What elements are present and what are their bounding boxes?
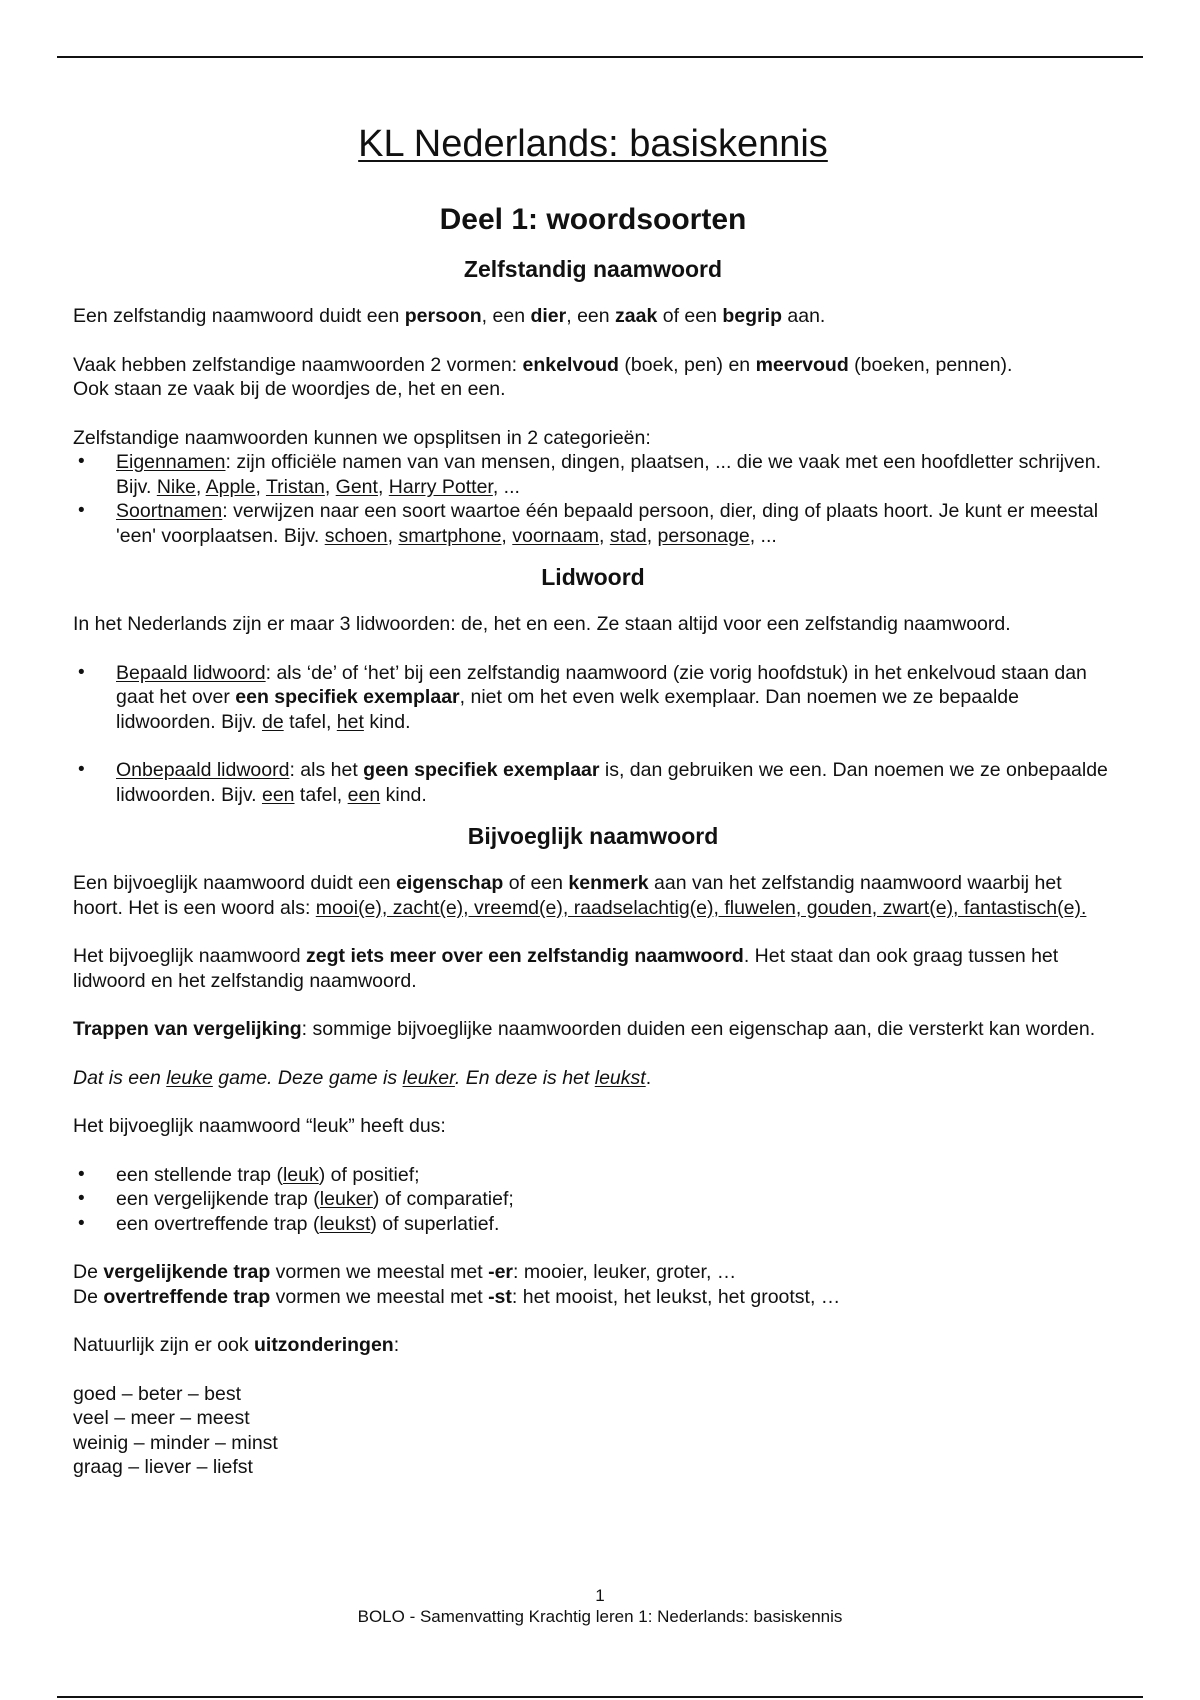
section-heading-lidwoord: Lidwoord (541, 564, 645, 590)
bottom-rule (57, 1696, 1143, 1698)
bullet-list (73, 661, 1113, 808)
paragraph: Trappen van vergelijking: sommige bijvoeglijke naamwoorden duiden een eigenschap aan, die versterkt kan worden. (73, 1018, 1096, 1040)
exception-line: graag – liever – liefst (73, 1456, 253, 1478)
section-heading-bijvoeglijk-naamwoord: Bijvoeglijk naamwoord (467, 823, 719, 849)
list-item: • Eigennamen: zijn officiële namen van van mensen, dingen, plaatsen, ... die we vaak met een hoofdletter schrijven. Bijv. Nike, Apple, Tristan, Gent, Harry Potter, ... (116, 450, 1113, 499)
example-sentence: Dat is een leuke game. Deze game is leuker. En deze is het leukst. (73, 1066, 652, 1089)
exception-line: veel – meer – meest (73, 1407, 250, 1429)
list-item: • een vergelijkende trap (leuker) of comparatief; (116, 1187, 1113, 1212)
page-number: 1 (595, 1586, 605, 1605)
bullet-list (73, 1163, 1113, 1237)
list-item: • een stellende trap (leuk) of positief; (116, 1163, 1113, 1188)
list-item: • Soortnamen: verwijzen naar een soort waartoe één bepaald persoon, dier, ding of plaats hoort. Je kunt er meestal 'een' voorplaatsen. Bijv. schoen, smartphone, voornaam, stad, personage, ... (116, 499, 1113, 548)
list-item: • een overtreffende trap (leukst) of superlatief. (116, 1212, 1113, 1237)
document-body (73, 122, 1113, 1480)
paragraph: Natuurlijk zijn er ook uitzonderingen: (73, 1334, 400, 1356)
paragraph: Een bijvoeglijk naamwoord duidt een eigenschap of een kenmerk aan van het zelfstandig naamwoord waarbij het hoort. Het is een woord als: mooi(e), zacht(e), vreemd(e), raadselachtig(e), fluwelen, gouden, zwart(e), fantastisch(e). (73, 872, 1087, 919)
document-title: KL Nederlands: basiskennis (358, 123, 828, 165)
list-item: • Onbepaald lidwoord: als het geen specifiek exemplaar is, dan gebruiken we een. Dan noemen we ze onbepaalde lidwoorden. Bijv. een tafel, een kind. (116, 758, 1113, 807)
page-footer: BOLO - Samenvatting Krachtig leren 1: Nederlands: basiskennis (357, 1607, 843, 1626)
exception-line: weinig – minder – minst (73, 1431, 278, 1454)
paragraph: Het bijvoeglijk naamwoord zegt iets meer over een zelfstandig naamwoord. Het staat dan ook graag tussen het lidwoord en het zelfstandig naamwoord. (73, 945, 1059, 992)
exception-line: goed – beter – best (73, 1382, 242, 1405)
paragraph: In het Nederlands zijn er maar 3 lidwoorden: de, het en een. Ze staan altijd voor een zelfstandig naamwoord. (73, 613, 1011, 635)
paragraph: Een zelfstandig naamwoord duidt een persoon, een dier, een zaak of een begrip aan. (73, 305, 826, 327)
exceptions-list (73, 1382, 1113, 1480)
part-heading: Deel 1: woordsoorten (439, 203, 747, 236)
paragraph: Vaak hebben zelfstandige naamwoorden 2 vormen: enkelvoud (boek, pen) en meervoud (boeken, pennen). Ook staan ze vaak bij de woordjes de, het en een. (73, 353, 1013, 400)
top-rule (57, 56, 1143, 58)
section-heading-zelfstandig-naamwoord: Zelfstandig naamwoord (463, 256, 723, 282)
paragraph: Het bijvoeglijk naamwoord “leuk” heeft dus: (73, 1115, 446, 1137)
bullet-list (73, 450, 1113, 548)
list-item: • Bepaald lidwoord: als ‘de’ of ‘het’ bij een zelfstandig naamwoord (zie vorig hoofdstuk) in het enkelvoud staan dan gaat het over een specifiek exemplaar, niet om het even welk exemplaar. Dan noemen we ze bepaalde lidwoorden. Bijv. de tafel, het kind. (116, 661, 1113, 735)
paragraph: Zelfstandige naamwoorden kunnen we opsplitsen in 2 categorieën: (73, 426, 651, 449)
paragraph: De vergelijkende trap vormen we meestal met -er: mooier, leuker, groter, … De overtreffende trap vormen we meestal met -st: het mooist, het leukst, het grootst, … (73, 1261, 841, 1308)
